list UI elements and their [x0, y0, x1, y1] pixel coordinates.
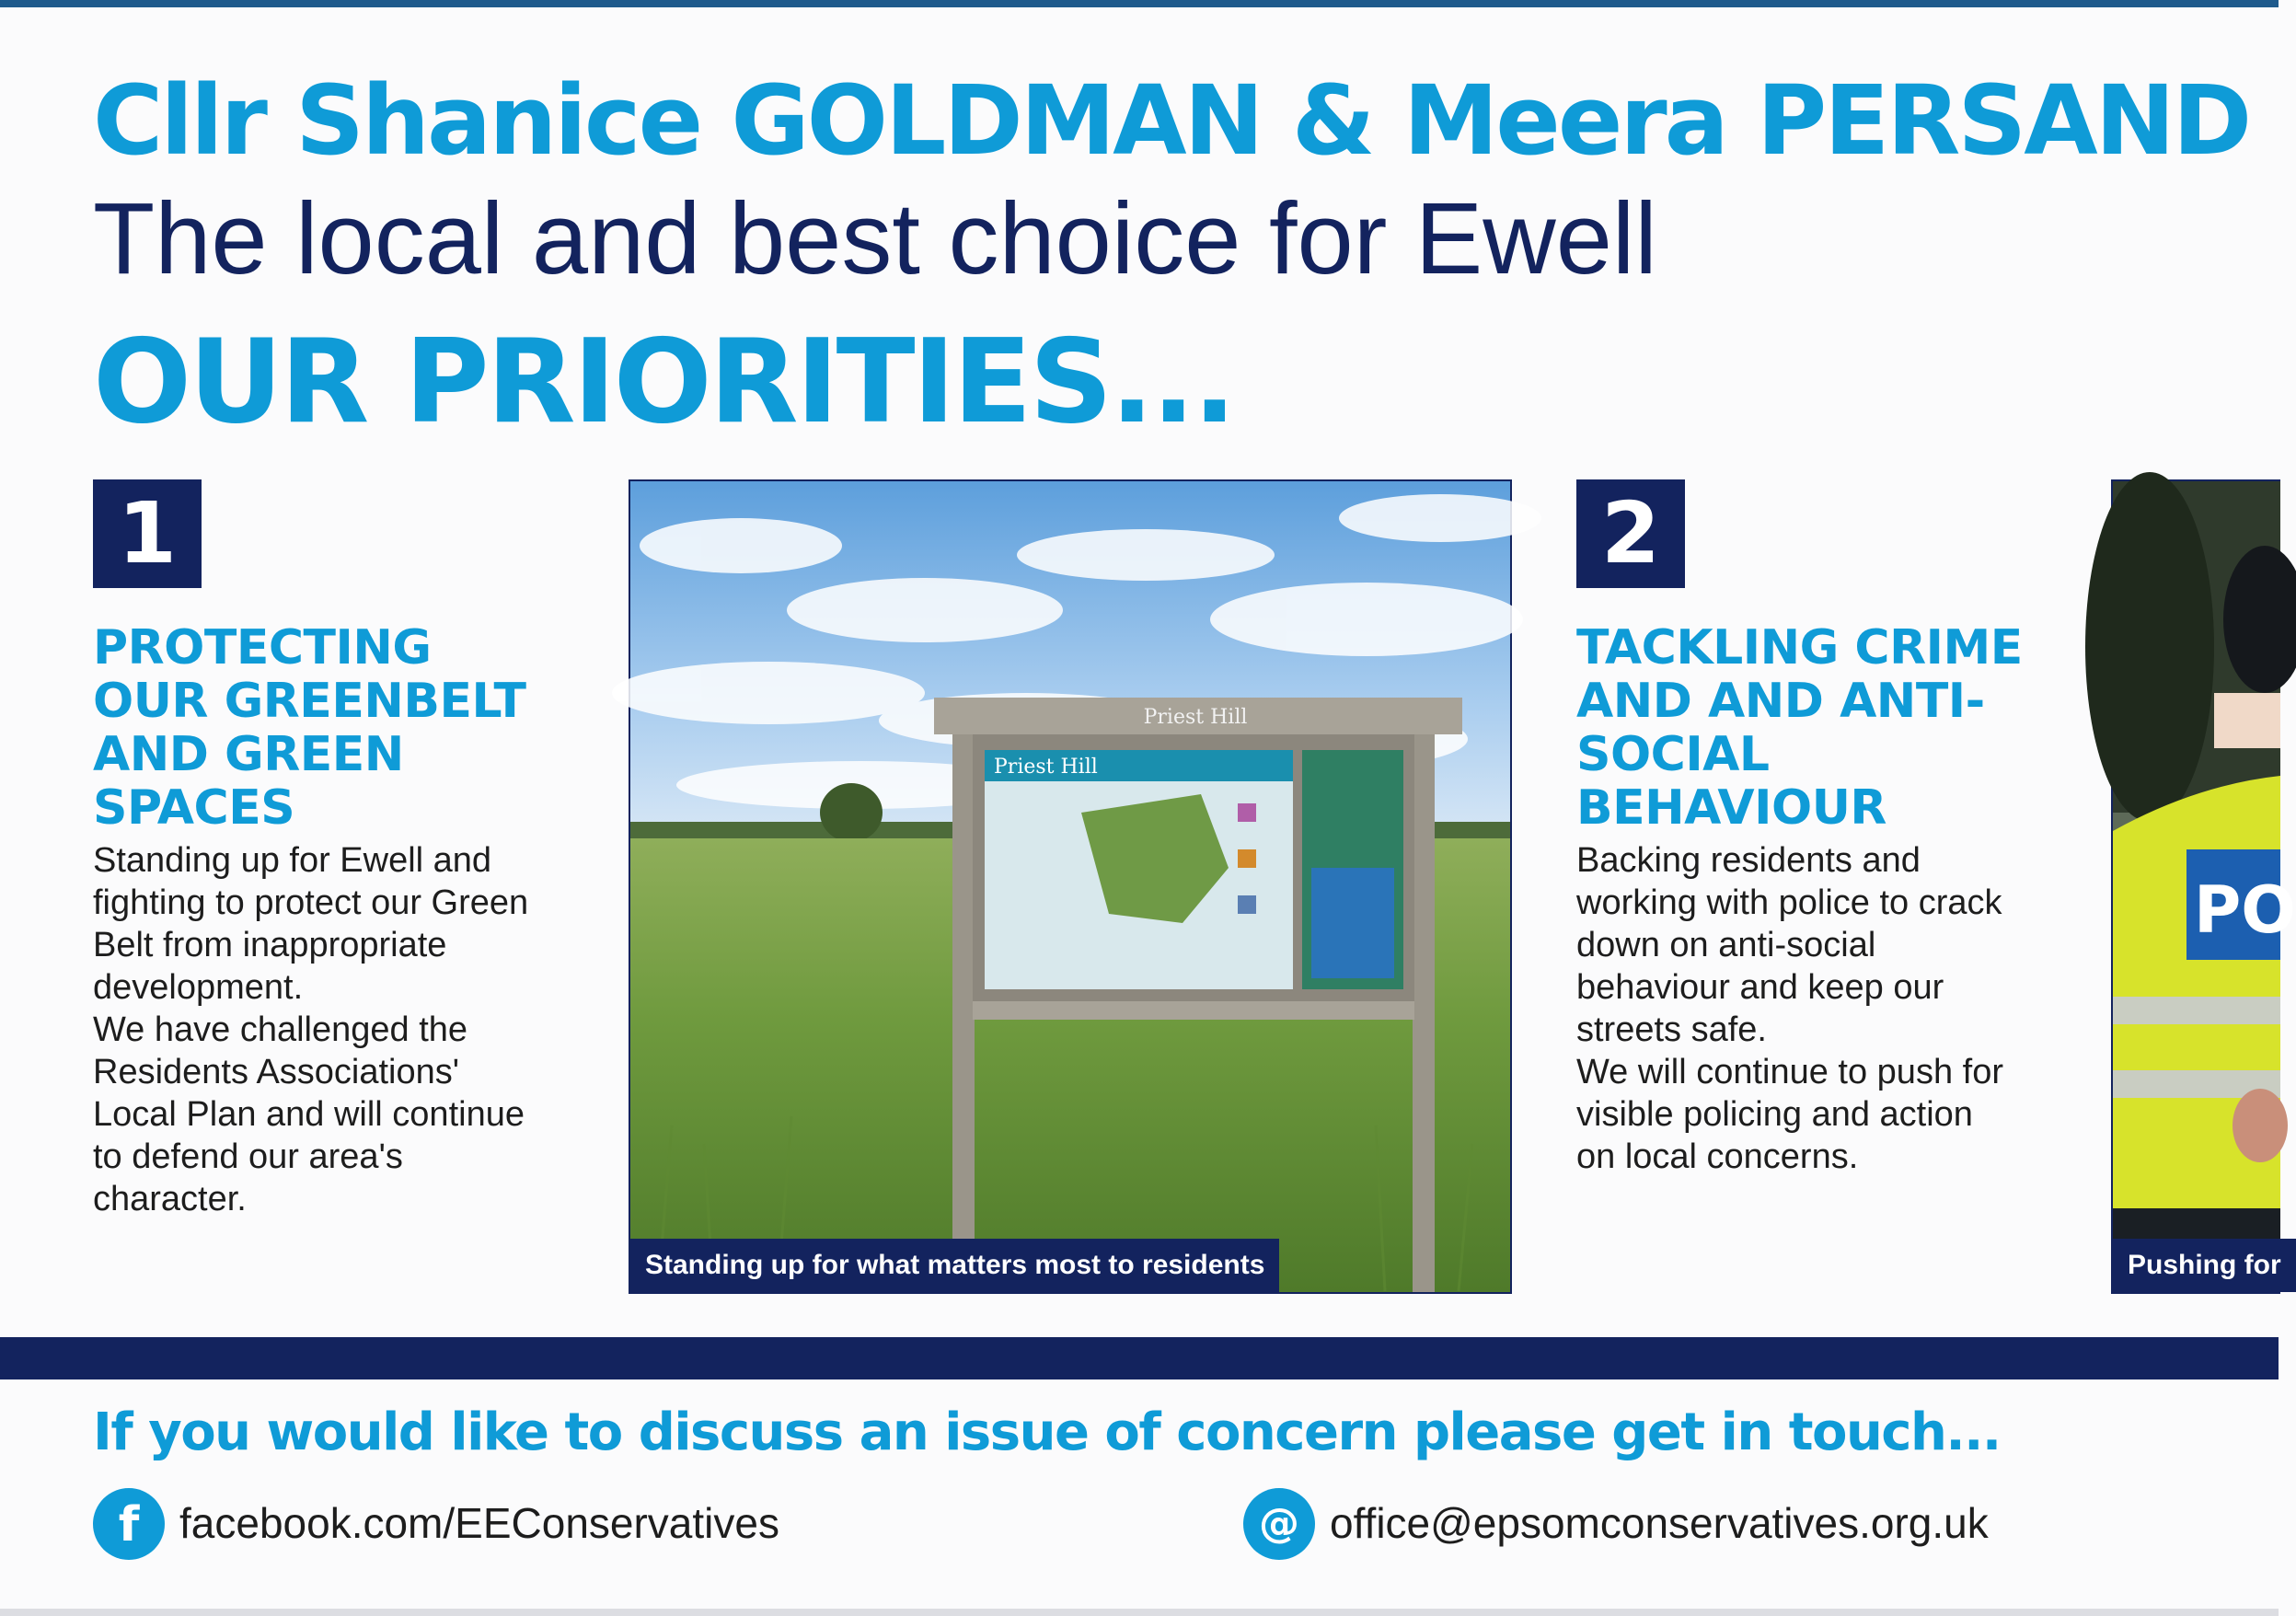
priority-1-title — [93, 621, 608, 835]
priority-2-title-line: BEHAVIOUR — [1576, 780, 1886, 836]
priority-2-title-line: SOCIAL — [1576, 727, 1770, 782]
priority-1-body-line: development. — [93, 968, 304, 1007]
priority-1-body-line: character. — [93, 1180, 247, 1218]
candidate-names: Cllr Shanice GOLDMAN & Meera PERSAND — [93, 64, 2250, 177]
board-title-text: Priest Hill — [994, 756, 1098, 779]
contact-heading: If you would like to discuss an issue of concern please get in touch... — [93, 1402, 2001, 1462]
tagline: The local and best choice for Ewell — [93, 182, 1657, 295]
priority-1-title-line: AND GREEN — [93, 727, 404, 782]
bottom-rule — [0, 1609, 2279, 1616]
priority-1-body-line: fighting to protect our Green — [93, 883, 529, 922]
top-rule — [0, 0, 2279, 7]
priority-1-body — [93, 839, 608, 1220]
priest-hill-photo-illustration — [630, 481, 1510, 1292]
priest-hill-photo — [629, 479, 1512, 1294]
facebook-icon: f — [93, 1488, 165, 1560]
priority-1-body-line: We have challenged the — [93, 1010, 468, 1049]
priority-1-body-line: to defend our area's — [93, 1137, 403, 1176]
police-caption: Pushing for — [2113, 1239, 2296, 1292]
priority-1-title-line: PROTECTING — [93, 620, 432, 675]
priority-2-body-line: working with police to crack — [1576, 883, 2002, 922]
priority-2-body-line: streets safe. — [1576, 1010, 1767, 1049]
priority-1-title-line: SPACES — [93, 780, 295, 836]
email-icon: @ — [1243, 1488, 1315, 1560]
priority-2-title — [1576, 621, 2092, 835]
priority-2-body-line: visible policing and action — [1576, 1095, 1973, 1134]
priorities-heading: OUR PRIORITIES... — [93, 314, 1234, 449]
divider-band — [0, 1337, 2279, 1379]
sign-header-text: Priest Hill — [1143, 706, 1248, 729]
facebook-link[interactable]: facebook.com/EEConservatives — [179, 1499, 779, 1547]
priority-2-body-line: Backing residents and — [1576, 841, 1921, 880]
priority-2-body-line: down on anti-social — [1576, 926, 1876, 964]
priority-1-body-line: Belt from inappropriate — [93, 926, 447, 964]
priority-1-title-line: OUR GREENBELT — [93, 674, 526, 729]
police-vest-text: PO — [2194, 872, 2296, 948]
priority-2-body-line: behaviour and keep our — [1576, 968, 1944, 1007]
priority-2-title-line: TACKLING CRIME — [1576, 620, 2023, 675]
police-photo-illustration — [2113, 481, 2296, 1292]
priority-1-number-badge: 1 — [93, 479, 202, 588]
priority-1-body-line: Local Plan and will continue — [93, 1095, 525, 1134]
priority-2-body-line: We will continue to push for — [1576, 1053, 2003, 1091]
priority-2-body-line: on local concerns. — [1576, 1137, 1859, 1176]
priest-hill-caption: Standing up for what matters most to residents — [630, 1239, 1279, 1292]
priority-2-number-badge: 2 — [1576, 479, 1685, 588]
email-link[interactable]: office@epsomconservatives.org.uk — [1330, 1499, 1989, 1547]
police-photo — [2111, 479, 2296, 1294]
priority-1-body-line: Residents Associations' — [93, 1053, 460, 1091]
priority-1-body-line: Standing up for Ewell and — [93, 841, 492, 880]
priority-2-body — [1576, 839, 2092, 1178]
priority-2-title-line: AND AND ANTI- — [1576, 674, 1985, 729]
